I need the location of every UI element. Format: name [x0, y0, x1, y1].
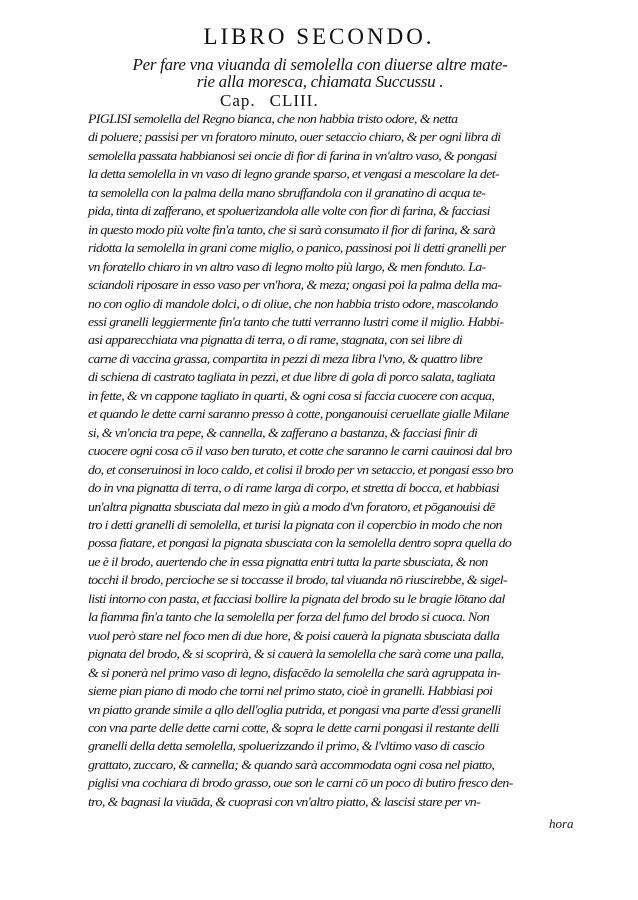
- recipe-title-line-1: Per fare vna viuanda di semolella con diuerse altre mate-: [132, 55, 508, 74]
- body-line: tro i detti granelli di semolella, et turisi la pignata con il copercbio in modo che non: [88, 517, 502, 532]
- catchword: hora: [549, 816, 574, 831]
- body-line: do in vna pignatta di terra, o di rame larga di corpo, et stretta di bocca, et habbiasi: [88, 481, 500, 496]
- body-line: piglisi vna cochiara di brodo grasso, oue son le carni cō un poco di butiro fresco den-: [88, 776, 513, 791]
- body-line: la detta semolella in vn vaso di legno grande sparso, et vengasi a mescolare la det-: [88, 167, 500, 182]
- body-line: vuol però stare nel foco men di due hore, & poisi cauerà la pignata sbusciata dalla: [88, 628, 500, 643]
- body-line: grattato, zuccaro, & cannella; & quando sarà accommodata ogni cosa nel piatto,: [88, 757, 495, 772]
- body-line: essi granelli leggiermente fin'a tanto che tutti verranno lustri come il miglio. Habbi-: [88, 314, 504, 329]
- body-line: la fiamma fin'a tanto che la semolella per forza del fumo del brodo si cuoca. Non: [88, 610, 490, 625]
- body-line: in fette, & vn cappone tagliato in quarti, & ogni cosa si faccia cuocere con acqua,: [88, 388, 495, 403]
- body-line: & si ponerà nel primo vaso di legno, disfacēdo la semolella che sarà agruppata in-: [88, 665, 501, 680]
- chapter-number: CLIII.: [269, 91, 319, 110]
- body-line: un'altra pignatta sbusciata dal mezo in giù a modo d'vn foratoro, et pōganouisi dē: [88, 499, 495, 514]
- running-head: LIBRO SECONDO.: [203, 24, 435, 49]
- body-line: possa fiatare, et pongasi la pignata sbusciata con la semolella dentro sopra quella do: [88, 536, 512, 551]
- body-line: tro, & bagnasi la viuāda, & cuoprasi con vn'altro piatto, & lascisi stare per vn-: [88, 794, 481, 809]
- body-line: granelli della detta semolella, spoluerizzando il primo, & l'vltimo vaso di cascio: [88, 739, 485, 754]
- body-line: no con oglio di mandole dolci, o di oliue, che non habbia tristo odore, mascolando: [88, 296, 498, 311]
- body-line: sieme pian piano di modo che torni nel primo stato, cioè in granelli. Habbiasi poi: [88, 684, 493, 699]
- body-line: pida, tinta di zafferano, et spoluerizandola alle volte con fior di farina, & facciasi: [88, 204, 490, 219]
- recipe-title-line-2: rie alla moresca, chiamata Succussu .: [196, 72, 444, 91]
- body-line: di poluere; passisi per vn foratoro minuto, ouer setaccio chiaro, & per ogni libra di: [88, 130, 501, 145]
- body-line: in questo modo più volte fin'a tanto, che si sarà consumato il fior di farina, & sarà: [88, 222, 496, 237]
- body-line: PIGLISI semolella del Regno bianca, che non habbia tristo odore, & netta: [88, 112, 458, 126]
- body-line: do, et conseruinosi in loco caldo, et colisi il brodo per vn setaccio, et pongasi esso bro: [88, 462, 513, 477]
- body-line: ridotta la semolella in grani come miglio, o panico, passinosi poi li detti granelli per: [88, 241, 506, 256]
- body-line: ta semolella con la palma della mano sbruffandola con il granatino di acqua te-: [88, 185, 486, 200]
- body-line: con vna parte delle dette carni cotte, & sopra le dette carni pongasi il restante delli: [88, 720, 499, 735]
- body-line: ue è il brodo, auertendo che in essa pignatta entri tutta la parte sbusciata, & non: [88, 554, 488, 569]
- body-line: asi apparecchiata vna pignatta di terra, o di rame, stagnata, con sei libre di: [88, 333, 463, 348]
- body-line: di schiena di castrato tagliata in pezzi, et due libre di gola di porco salata, tagliata: [88, 370, 495, 385]
- body-line: vn piatto grande simile a qllo dell'oglia putrida, et pongasi vna parte d'essi granelli: [88, 702, 501, 717]
- body-line: listi intorno con pasta, et facciasi bollire la pignata del brodo su le bragie lōtano dal: [88, 591, 505, 606]
- body-line: cuocere ogni cosa cō il vaso ben turato, et cotte che saranno le carni cauinosi dal bro: [88, 444, 512, 459]
- body-line: sciandoli riposare in esso vaso per vn'hora, & meza; ongasi poi la palma della ma-: [88, 278, 502, 293]
- recipe-body: [88, 110, 580, 811]
- body-line: et quando le dette carni saranno presso à cotte, ponganouisi ceruellate gialle Milane: [88, 407, 509, 422]
- body-line: vn foratello chiaro in vn altro vaso di legno molto più largo, & men fonduto. La-: [88, 259, 486, 274]
- body-line: carne di vaccina grassa, compartita in pezzi di meza libra l'vno, & quattro libre: [88, 351, 483, 366]
- body-line: pignata del brodo, & si scoprirà, & si cauerà la semolella che sarà come una palla,: [88, 647, 504, 662]
- body-line: semolella passata habbianosi sei oncie di fior di farina in vn'altro vaso, & pongasi: [88, 148, 497, 163]
- body-line: si, & vn'oncia tra pepe, & cannella, & zafferano a bastanza, & facciasi finir di: [88, 425, 478, 440]
- chapter-heading: [220, 91, 319, 111]
- body-line: tocchi il brodo, percioche se si toccasse il brodo, tal viuanda nō riuscirebbe, & sigel-: [88, 573, 507, 588]
- chapter-label: Cap.: [220, 91, 256, 110]
- recipe-title: [120, 56, 520, 90]
